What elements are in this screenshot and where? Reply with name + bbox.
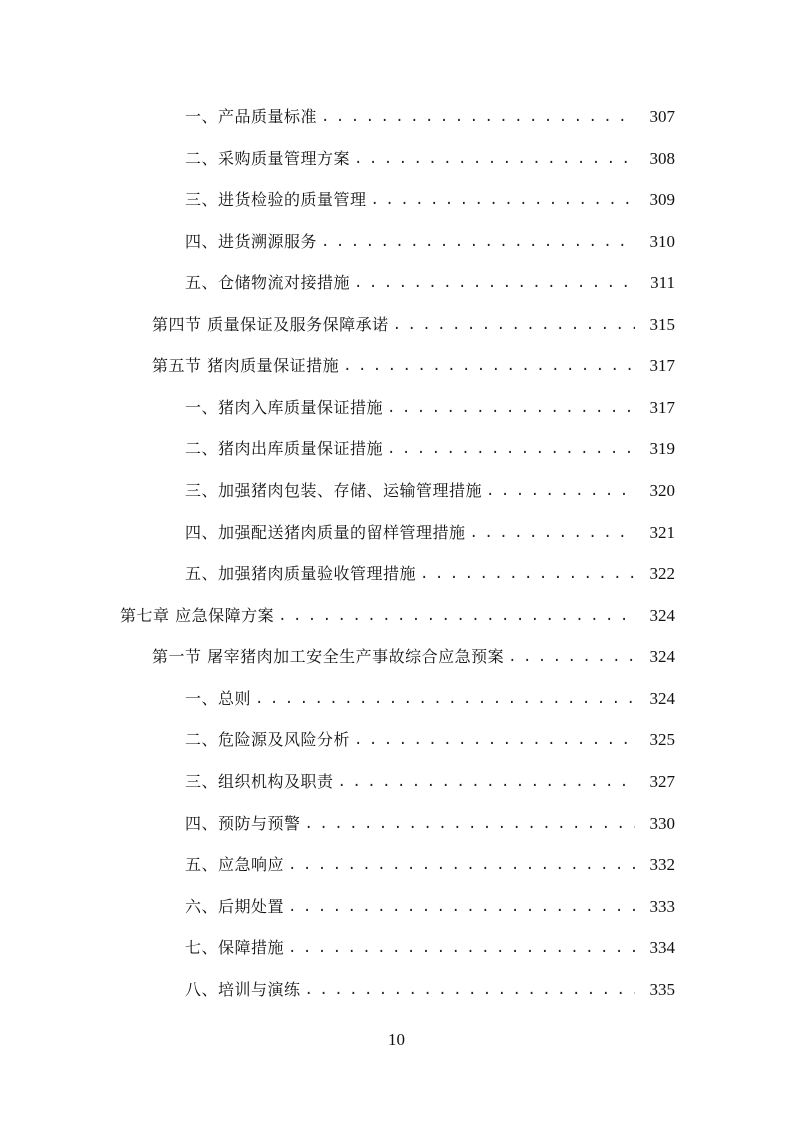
toc-entry-page: 334 xyxy=(649,938,675,957)
toc-entry-page: 322 xyxy=(649,564,675,583)
toc-entry-title: 五、加强猪肉质量验收管理措施 xyxy=(185,564,417,583)
toc-dot-leader xyxy=(288,894,635,920)
toc-entry-page: 327 xyxy=(649,772,675,791)
toc-entry-page: 319 xyxy=(649,439,675,458)
toc-dot-leader xyxy=(321,104,635,130)
toc-entry[interactable] xyxy=(185,478,675,504)
toc-dot-leader xyxy=(420,561,635,587)
toc-dot-leader xyxy=(470,520,635,546)
toc-entry[interactable] xyxy=(185,727,675,753)
toc-entry-page: 324 xyxy=(649,689,675,708)
toc-entry-page: 321 xyxy=(649,523,675,542)
toc-entry-title: 七、保障措施 xyxy=(185,938,285,957)
toc-dot-leader xyxy=(338,769,635,795)
toc-entry-page: 324 xyxy=(649,606,675,625)
toc-entry-page: 309 xyxy=(649,190,675,209)
toc-entry-title: 二、猪肉出库质量保证措施 xyxy=(185,439,384,458)
toc-dot-leader xyxy=(255,686,635,712)
toc-entry[interactable] xyxy=(185,270,675,296)
toc-dot-leader xyxy=(288,852,635,878)
toc-entry-title: 三、加强猪肉包装、存储、运输管理措施 xyxy=(185,481,483,500)
toc-entry[interactable] xyxy=(185,935,675,961)
toc-entry-page: 308 xyxy=(649,149,675,168)
toc-dot-leader xyxy=(354,146,635,172)
toc-dot-leader xyxy=(278,603,635,629)
toc-entry-page: 332 xyxy=(649,855,675,874)
toc-entry[interactable] xyxy=(120,603,675,629)
toc-entry-title: 四、预防与预警 xyxy=(185,814,301,833)
toc-entry[interactable] xyxy=(185,146,675,172)
toc-entry-page: 333 xyxy=(649,897,675,916)
toc-entry-title: 五、应急响应 xyxy=(185,855,285,874)
toc-entry[interactable] xyxy=(185,686,675,712)
toc-entry[interactable] xyxy=(185,977,675,1003)
toc-entry[interactable] xyxy=(185,187,675,213)
toc-dot-leader xyxy=(305,811,635,837)
toc-dot-leader xyxy=(387,395,635,421)
toc-entry[interactable] xyxy=(152,312,675,338)
toc-entry-title: 第五节 猪肉质量保证措施 xyxy=(152,356,340,375)
toc-entry-title: 一、猪肉入库质量保证措施 xyxy=(185,398,384,417)
toc-entry[interactable] xyxy=(185,395,675,421)
toc-entry[interactable] xyxy=(152,353,675,379)
toc-dot-leader xyxy=(354,727,635,753)
toc-entry-page: 324 xyxy=(649,647,675,666)
toc-dot-leader xyxy=(371,187,635,213)
toc-entry[interactable] xyxy=(152,644,675,670)
toc-entry[interactable] xyxy=(185,811,675,837)
toc-dot-leader xyxy=(288,935,635,961)
toc-dot-leader xyxy=(305,977,635,1003)
toc-entry[interactable] xyxy=(185,520,675,546)
toc-entry-title: 二、采购质量管理方案 xyxy=(185,149,351,168)
toc-entry-title: 六、后期处置 xyxy=(185,897,285,916)
toc-entry-title: 一、产品质量标准 xyxy=(185,107,318,126)
toc-entry-title: 五、仓储物流对接措施 xyxy=(185,273,351,292)
toc-entry-title: 八、培训与演练 xyxy=(185,980,301,999)
toc-entry[interactable] xyxy=(185,104,675,130)
toc-dot-leader xyxy=(393,312,635,338)
toc-entry-title: 三、进货检验的质量管理 xyxy=(185,190,367,209)
toc-dot-leader xyxy=(508,644,635,670)
toc-entry[interactable] xyxy=(185,561,675,587)
toc-entry-page: 335 xyxy=(649,980,675,999)
toc-entry-page: 315 xyxy=(649,315,675,334)
toc-entry-page: 330 xyxy=(649,814,675,833)
toc-entry-title: 二、危险源及风险分析 xyxy=(185,730,351,749)
toc-dot-leader xyxy=(387,436,635,462)
toc-entry[interactable] xyxy=(185,894,675,920)
toc-entry-title: 四、加强配送猪肉质量的留样管理措施 xyxy=(185,523,466,542)
toc-dot-leader xyxy=(354,270,635,296)
toc-entry[interactable] xyxy=(185,436,675,462)
toc-dot-leader xyxy=(486,478,635,504)
toc-entry-title: 四、进货溯源服务 xyxy=(185,232,318,251)
toc-entry-page: 320 xyxy=(649,481,675,500)
toc-entry-page: 310 xyxy=(649,232,675,251)
toc-entry-page: 325 xyxy=(649,730,675,749)
toc-entry-title: 第七章 应急保障方案 xyxy=(120,606,275,625)
toc-entry-page: 317 xyxy=(649,398,675,417)
toc-entry-title: 一、总则 xyxy=(185,689,252,708)
toc-entry-title: 三、组织机构及职责 xyxy=(185,772,334,791)
toc-entry[interactable] xyxy=(185,852,675,878)
toc-entry-title: 第一节 屠宰猪肉加工安全生产事故综合应急预案 xyxy=(152,647,505,666)
toc-dot-leader xyxy=(343,353,635,379)
toc-dot-leader xyxy=(321,229,635,255)
page-number: 10 xyxy=(388,1030,405,1049)
toc-entry[interactable] xyxy=(185,769,675,795)
toc-entry-page: 317 xyxy=(649,356,675,375)
toc-entry[interactable] xyxy=(185,229,675,255)
toc-entry-page: 307 xyxy=(649,107,675,126)
toc-entry-title: 第四节 质量保证及服务保障承诺 xyxy=(152,315,389,334)
toc-entry-page: 311 xyxy=(650,273,675,292)
